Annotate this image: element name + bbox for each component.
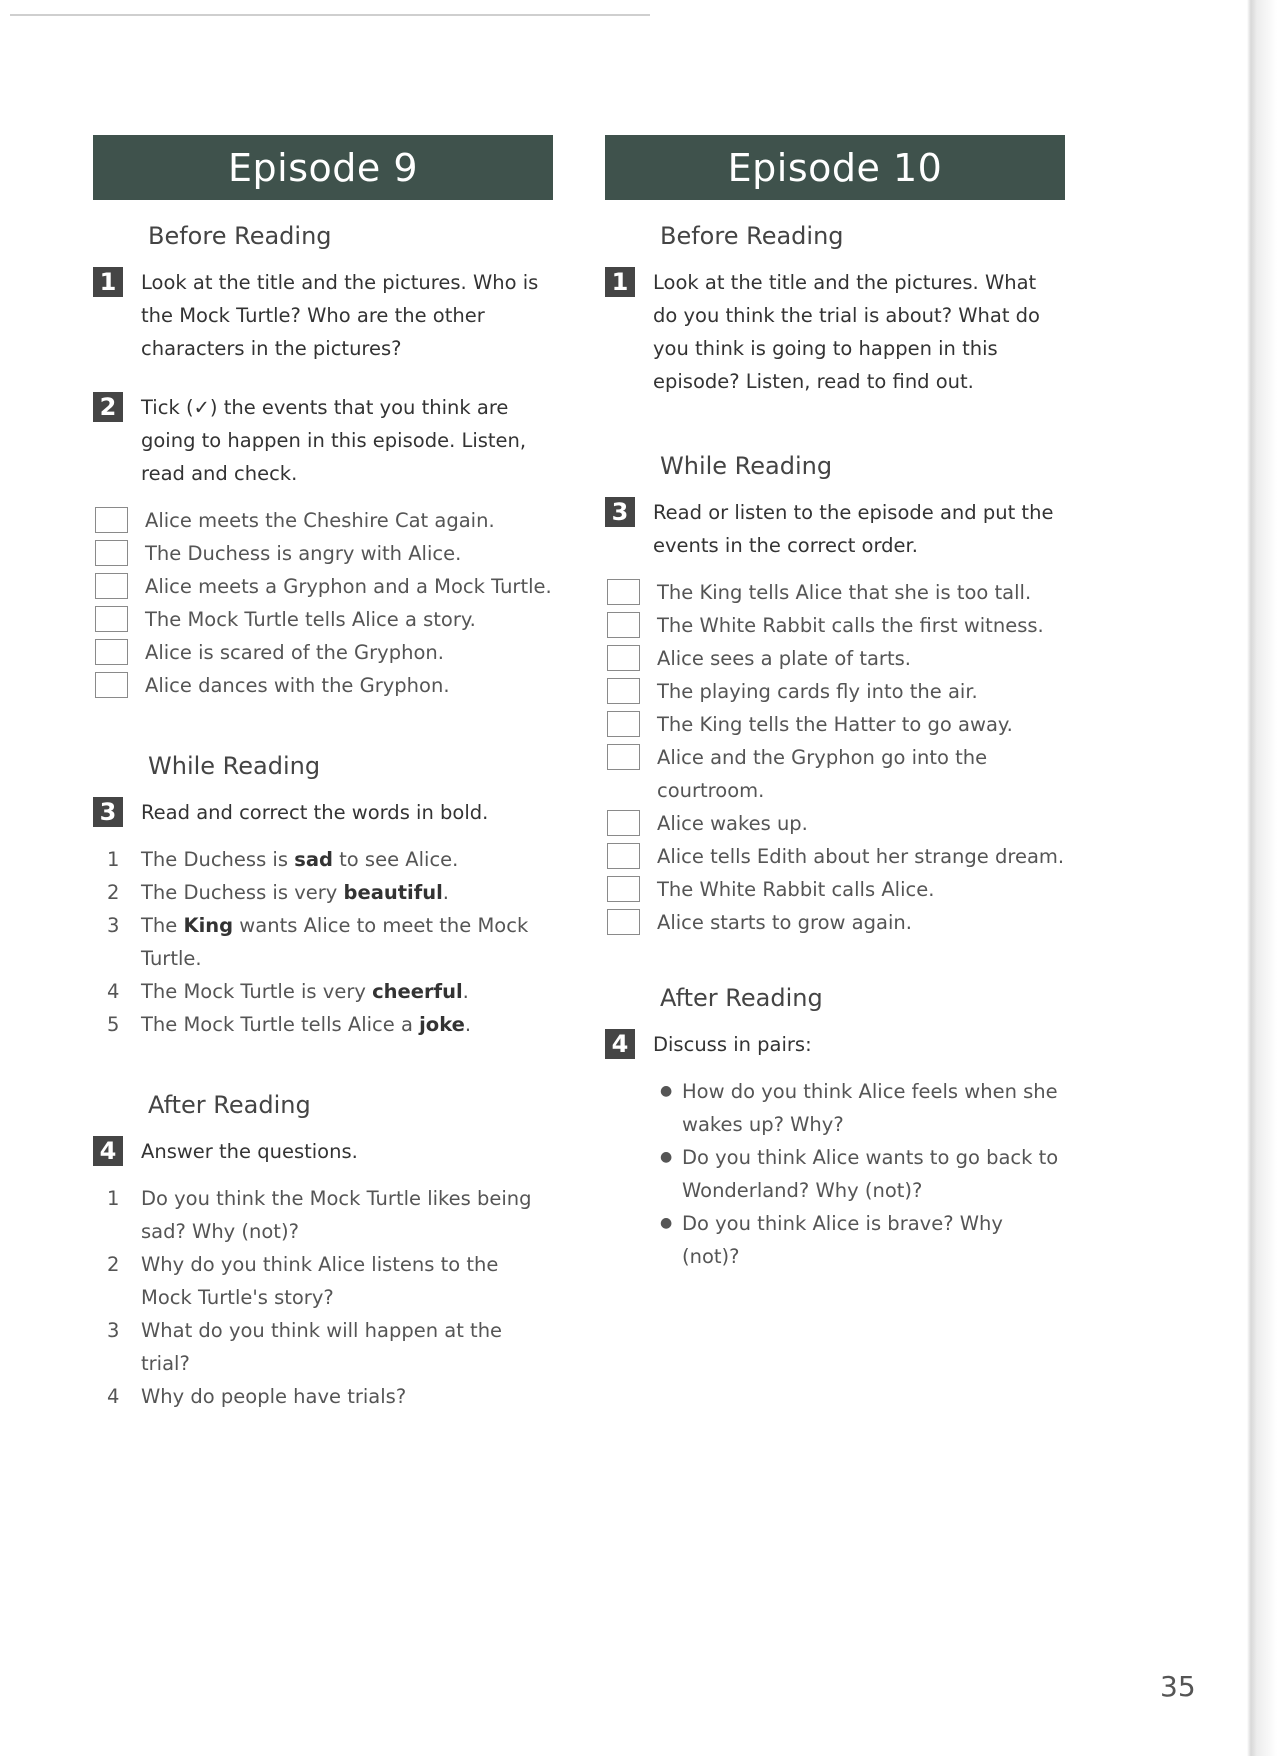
order-box[interactable]: [607, 810, 640, 836]
list-item: 5 The Mock Turtle tells Alice a joke.: [107, 1013, 472, 1036]
checkbox[interactable]: [95, 639, 128, 665]
order-box[interactable]: [607, 711, 640, 737]
while-reading-heading: While Reading: [660, 452, 833, 480]
bullet-icon: ●: [660, 1083, 673, 1099]
list-item: 4 Why do people have trials?: [107, 1385, 407, 1408]
task-text: Tick (✓) the events that you think are going to happen in this episode. Listen, read and check.: [141, 396, 527, 485]
event-item: Alice is scared of the Gryphon.: [95, 636, 553, 669]
episode-9-column: [93, 135, 553, 1413]
event-item: Alice dances with the Gryphon.: [95, 669, 553, 702]
checkbox[interactable]: [95, 507, 128, 533]
list-item: 3 The King wants Alice to meet the Mock Turtle.: [107, 914, 529, 970]
checkbox[interactable]: [95, 540, 128, 566]
event-item: Alice wakes up.: [607, 807, 1065, 840]
event-item: The White Rabbit calls Alice.: [607, 873, 1065, 906]
event-item: Alice meets a Gryphon and a Mock Turtle.: [95, 570, 553, 603]
question-list: [107, 1182, 553, 1413]
event-checklist: [95, 504, 553, 702]
task-text: Discuss in pairs:: [653, 1033, 812, 1056]
bullet-icon: ●: [660, 1149, 673, 1165]
task-4: [93, 1135, 553, 1168]
while-reading-heading: While Reading: [148, 752, 321, 780]
task-2: [93, 391, 553, 490]
correction-list: [107, 843, 553, 1041]
event-item: The King tells Alice that she is too tall.: [607, 576, 1065, 609]
task-text: Read and correct the words in bold.: [141, 801, 489, 824]
checkbox[interactable]: [95, 606, 128, 632]
task-number: 1: [605, 267, 635, 297]
event-item: The King tells the Hatter to go away.: [607, 708, 1065, 741]
task-number: 4: [605, 1029, 635, 1059]
list-item: 2 The Duchess is very beautiful.: [107, 881, 449, 904]
list-item: 4 The Mock Turtle is very cheerful.: [107, 980, 469, 1003]
list-item: ● Do you think Alice is brave? Why (not)?: [660, 1207, 1065, 1273]
order-box[interactable]: [607, 678, 640, 704]
event-item: Alice meets the Cheshire Cat again.: [95, 504, 553, 537]
list-item: 1 The Duchess is sad to see Alice.: [107, 848, 459, 871]
task-text: Read or listen to the episode and put the events in the correct order.: [653, 501, 1054, 557]
top-rule: [10, 14, 650, 16]
episode-9-banner: Episode 9: [93, 135, 553, 200]
task-number: 3: [605, 497, 635, 527]
before-reading-heading: Before Reading: [148, 222, 332, 250]
task-number: 3: [93, 797, 123, 827]
list-item: 1 Do you think the Mock Turtle likes being sad? Why (not)?: [107, 1187, 532, 1243]
order-box[interactable]: [607, 579, 640, 605]
event-item: The playing cards fly into the air.: [607, 675, 1065, 708]
order-box[interactable]: [607, 645, 640, 671]
episode-10-banner: Episode 10: [605, 135, 1065, 200]
episode-10-column: [605, 135, 1065, 1273]
discussion-list: [660, 1075, 1065, 1273]
order-box[interactable]: [607, 909, 640, 935]
task-3: [605, 496, 1065, 562]
task-4: [605, 1028, 1065, 1061]
list-item: ● Do you think Alice wants to go back to Wonderland? Why (not)?: [660, 1141, 1065, 1207]
task-1: [605, 266, 1065, 398]
checkbox[interactable]: [95, 573, 128, 599]
task-number: 4: [93, 1136, 123, 1166]
task-3: [93, 796, 553, 829]
checkbox[interactable]: [95, 672, 128, 698]
event-item: The White Rabbit calls the first witness.: [607, 609, 1065, 642]
order-box[interactable]: [607, 744, 640, 770]
before-reading-heading: Before Reading: [660, 222, 844, 250]
bullet-icon: ●: [660, 1215, 673, 1231]
order-box[interactable]: [607, 843, 640, 869]
page-number: 35: [1160, 1670, 1196, 1703]
page-edge: [1247, 0, 1277, 1756]
task-number: 2: [93, 392, 123, 422]
list-item: ● How do you think Alice feels when she wakes up? Why?: [660, 1075, 1065, 1141]
task-text: Answer the questions.: [141, 1140, 358, 1163]
event-item: Alice tells Edith about her strange dream.: [607, 840, 1065, 873]
order-box[interactable]: [607, 876, 640, 902]
task-text: Look at the title and the pictures. Who is the Mock Turtle? Who are the other characters in the pictures?: [141, 271, 539, 360]
event-item: The Mock Turtle tells Alice a story.: [95, 603, 553, 636]
event-item: Alice and the Gryphon go into the courtroom.: [607, 741, 1065, 807]
task-text: Look at the title and the pictures. What do you think the trial is about? What do you think is going to happen in this episode? Listen, read to find out.: [653, 271, 1040, 393]
event-item: Alice starts to grow again.: [607, 906, 1065, 939]
task-number: 1: [93, 267, 123, 297]
event-item: Alice sees a plate of tarts.: [607, 642, 1065, 675]
order-box[interactable]: [607, 612, 640, 638]
list-item: 3 What do you think will happen at the trial?: [107, 1319, 503, 1375]
after-reading-heading: After Reading: [660, 984, 823, 1012]
list-item: 2 Why do you think Alice listens to the Mock Turtle's story?: [107, 1253, 499, 1309]
event-item: The Duchess is angry with Alice.: [95, 537, 553, 570]
order-checklist: [607, 576, 1065, 939]
after-reading-heading: After Reading: [148, 1091, 311, 1119]
task-1: [93, 266, 553, 365]
